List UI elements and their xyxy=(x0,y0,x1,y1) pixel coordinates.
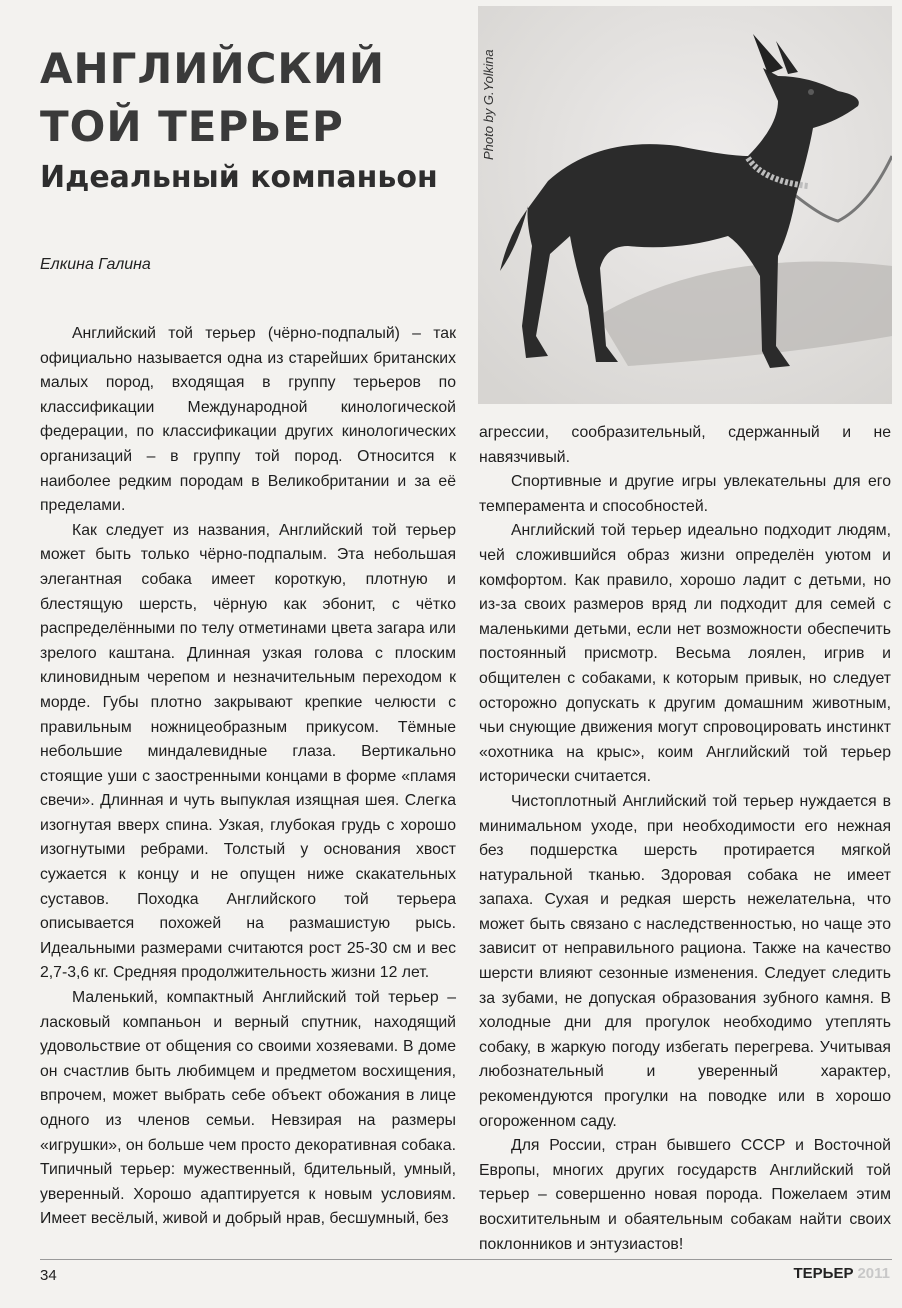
left-paragraph-2: Как следует из названия, Английский той терьер может быть только чёрно-подпалым. Эта небольшая элегантная собака имеет короткую, плотную и блестящую шерсть, чёрную как эбонит, с чётко распределёнными по телу отметинами цвета загара или зрелого каштана. Длинная узкая голова с плоским клиновидным черепом и незначительным переходом к морде. Губы плотно закрывают крепкие челюсти с правильным ножницеобразным прикусом. Тёмные небольшие миндалевидные глаза. Вертикально стоящие уши с заостренными концами в форме «пламя свечи». Длинная и чуть выпуклая изящная шея. Слегка изогнутая вверх спина. Узкая, глубокая грудь с хорошо изогнутыми ребрами. Толстый у основания хвост сужается к концу и не опущен ниже скакательных суставов. Походка Английского той терьера описывается похожей на размашистую рысь. Идеальными размерами считаются рост 25-30 см и вес 2,7-3,6 кг. Средняя продолжительность жизни 12 лет. xyxy=(40,521,456,982)
author-name: Елкина Галина xyxy=(40,256,151,273)
right-paragraph-3: Чистоплотный Английский той терьер нуждается в минимальном уходе, при необходимости его нежная без подшерстка шерсть протирается мягкой натуральной тканью. Здоровая собака не имеет запаха. Сухая и редкая шерсть нежелательна, что может быть связано с наследственностью, но чаще это зависит от неправильного рациона. Также на качество шерсти влияют сезонные изменения. Следует следить за зубами, не допуская образования зубного камня. В холодные дни для прогулок необходимо утеплять собаку, в жаркую погоду избегать перегрева. Учитывая любознательный и уверенный характер, рекомендуются прогулки на поводке или в хорошо огороженном саду. xyxy=(479,792,891,1130)
right-paragraph-1: Спортивные и другие игры увлекательны для его темперамента и способностей. xyxy=(479,473,891,515)
right-paragraph-4: Для России, стран бывшего СССР и Восточной Европы, многих других государств Английский той терьер – совершенно новая порода. Пожелаем этим восхитительным и обаятельным собакам найти своих поклонников и энтузиастов! xyxy=(479,1137,891,1253)
magazine-footer xyxy=(793,1265,890,1282)
title-line-1: АНГЛИЙСКИЙ xyxy=(40,44,386,93)
right-column xyxy=(479,421,891,1257)
page-number: 34 xyxy=(40,1267,57,1284)
article-title xyxy=(40,40,385,156)
left-paragraph-3: Маленький, компактный Английский той терьер – ласковый компаньон и верный спутник, находящий удовольствие от общения со своими хозяевами. В доме он счастлив быть любимцем и предметом восхищения, впрочем, может выбрать себе объект обожания в лице одного из членов семьи. Невзирая на размеры «игрушки», он больше чем просто декоративная собака. Типичный терьер: мужественный, бдительный, умный, уверенный. Хорошо адаптируется к новым условиям. Имеет весёлый, живой и добрый нрав, бесшумный, без xyxy=(40,989,456,1228)
dog-eye xyxy=(808,89,814,95)
dog-illustration xyxy=(478,6,892,404)
left-column xyxy=(40,322,456,1232)
magazine-name: ТЕРЬЕР xyxy=(793,1265,854,1282)
dog-photo xyxy=(478,6,892,404)
left-paragraph-1: Английский той терьер (чёрно-подпалый) – так официально называется одна из старейших британских малых пород, входящая в группу терьеров по классификации Международной кинологической федерации, по классификации других кинологических организаций – в группу той пород. Относится к наиболее редким породам в Великобритании и за её пределами. xyxy=(40,325,456,515)
photo-credit: Photo by G.Yolkina xyxy=(481,49,496,160)
footer-divider xyxy=(40,1259,892,1260)
title-line-2: ТОЙ ТЕРЬЕР xyxy=(40,102,344,151)
article-subtitle: Идеальный компаньон xyxy=(40,160,438,195)
magazine-year: 2011 xyxy=(857,1265,890,1282)
right-paragraph-continued: агрессии, сообразительный, сдержанный и не навязчивый. xyxy=(479,424,891,466)
right-paragraph-2: Английский той терьер идеально подходит людям, чей сложившийся образ жизни определён уютом и комфортом. Как правило, хорошо ладит с детьми, но из-за своих размеров вряд ли подходит для семей с маленькими детьми, если нет возможности обеспечить постоянный присмотр. Весьма лоялен, игрив и общителен с собаками, к которым привык, но следует осторожно допускать к другим домашним животным, чьи снующие движения могут спровоцировать инстинкт «охотника на крыс», коим Английский той терьер исторически считается. xyxy=(479,522,891,786)
